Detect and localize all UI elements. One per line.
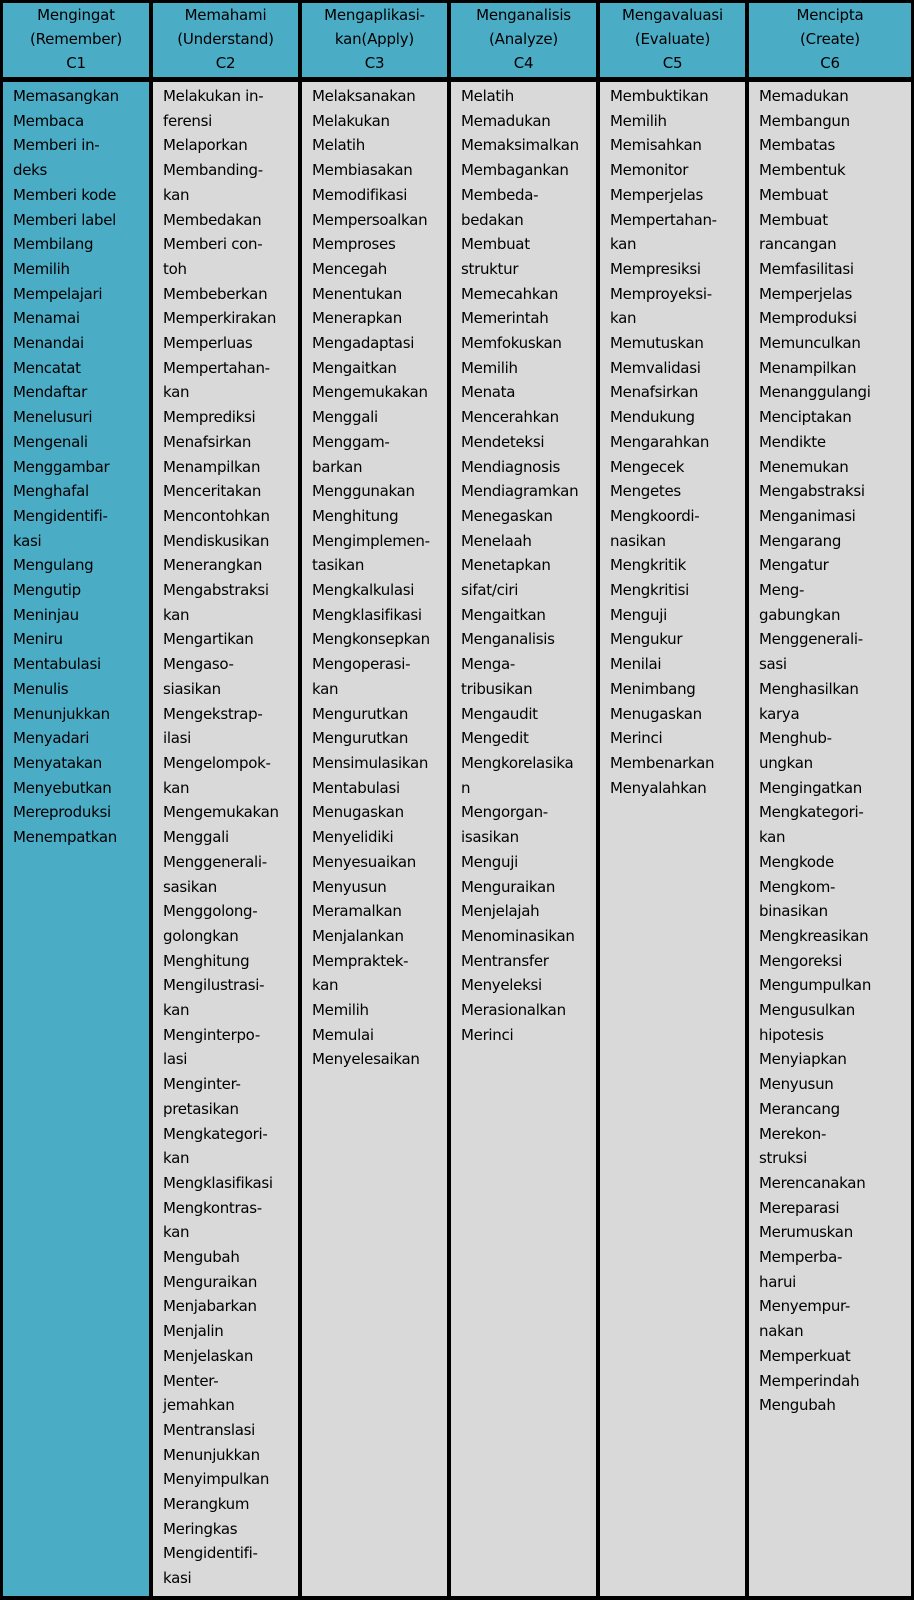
verb-item: Mendiagnosis <box>461 457 560 476</box>
verb-item: Menyeleksi <box>461 976 542 995</box>
verb-item: Memilih <box>13 259 70 278</box>
verb-item: Memperjelas <box>759 284 852 303</box>
header-c4-english: (Analyze) <box>488 30 558 48</box>
verb-item: Mempraktek- <box>312 951 409 970</box>
verb-item: Menyebutkan <box>13 778 112 797</box>
verb-item: Mengilustrasi- <box>163 976 265 995</box>
verb-item: Mengkategori- <box>759 803 864 822</box>
verb-item: kan <box>163 1223 190 1242</box>
verb-item: Menceritakan <box>163 482 262 501</box>
column-c4 <box>451 82 596 1596</box>
verb-item: deks <box>13 161 48 180</box>
verb-item: Menafsirkan <box>610 383 699 402</box>
verb-item: Mengenali <box>13 432 88 451</box>
verb-item: Menelusuri <box>13 408 93 427</box>
column-c3 <box>302 82 447 1596</box>
verb-item: Mengoperasi- <box>312 655 411 674</box>
verb-item: Mengkritisi <box>610 581 689 600</box>
verb-item: Menguji <box>461 852 518 871</box>
verb-item: Memasangkan <box>13 87 119 105</box>
verb-item: Memperkuat <box>759 1346 851 1365</box>
verb-item: Mengusulkan <box>759 1001 856 1020</box>
verb-item: Menyiapkan <box>759 1050 847 1069</box>
verb-item: Mengadaptasi <box>312 334 415 353</box>
verb-item: Menganalisis <box>461 630 555 649</box>
verb-item: binasikan <box>759 902 828 921</box>
verb-item: Mengklasifikasi <box>163 1173 273 1192</box>
verb-item: sifat/ciri <box>461 581 519 600</box>
verb-item: Mendikte <box>759 432 826 451</box>
verb-item: kan <box>163 1149 190 1168</box>
verb-item: Menghitung <box>163 951 250 970</box>
verb-item: Memerintah <box>461 309 549 328</box>
verb-item: pretasikan <box>163 1099 239 1118</box>
verb-item: Menga- <box>461 655 516 674</box>
verb-item: Membuat <box>759 185 828 204</box>
header-c3-english: kan(Apply) <box>334 30 415 48</box>
verb-item: Membuat <box>759 210 828 229</box>
verb-item: Menimbang <box>610 679 696 698</box>
verb-item: Mentabulasi <box>13 655 101 674</box>
verb-item: Mengidentifi- <box>163 1544 258 1563</box>
header-c4-title: Menganalisis <box>476 6 571 24</box>
verb-item: Menafsirkan <box>163 432 252 451</box>
verb-item: Menandai <box>13 334 84 353</box>
verb-item: Memberi in- <box>13 136 100 155</box>
verb-item: Melatih <box>312 136 365 155</box>
verb-item: Membaca <box>13 111 84 130</box>
verb-item: Memperluas <box>163 334 253 353</box>
verb-item: Mengkategori- <box>163 1124 268 1143</box>
verb-item: Mengkontras- <box>163 1198 262 1217</box>
verb-item: Memberi label <box>13 210 117 229</box>
header-c5 <box>600 3 745 77</box>
verb-item: Mengoreksi <box>759 951 843 970</box>
verb-item: Mereparasi <box>759 1198 840 1217</box>
column-c6 <box>749 82 911 1596</box>
header-c1-title: Mengingat <box>37 6 115 24</box>
verb-item: Menggali <box>163 828 229 847</box>
header-c5-english: (Evaluate) <box>634 30 711 48</box>
verb-item: gabungkan <box>759 605 841 624</box>
verb-item: Mencegah <box>312 259 387 278</box>
verb-item: Mengulang <box>13 556 94 575</box>
verb-item: Meniru <box>13 630 63 649</box>
header-c2-code: C2 <box>215 54 236 72</box>
verb-item: Mengukur <box>610 630 683 649</box>
verb-item: kan <box>163 185 190 204</box>
verb-item: Mengurutkan <box>312 729 409 748</box>
header-c4 <box>451 3 596 77</box>
verb-item: Merangkum <box>163 1495 250 1514</box>
verb-item: Memfokuskan <box>461 334 562 353</box>
verb-item: Menjelajah <box>461 902 540 921</box>
header-c3 <box>302 3 447 77</box>
verb-item: Memodifikasi <box>312 185 408 204</box>
verb-item: Menerapkan <box>312 309 402 328</box>
verb-item: Menilai <box>610 655 662 674</box>
verb-item: Menempatkan <box>13 828 117 847</box>
verb-item: Menyalahkan <box>610 778 707 797</box>
column-c2 <box>153 82 298 1596</box>
verb-item: nasikan <box>610 531 666 550</box>
verb-item: ungkan <box>759 753 813 772</box>
verb-item: Memprediksi <box>163 408 256 427</box>
verb-item: barkan <box>312 457 363 476</box>
verb-item: Mempertahan- <box>163 358 270 377</box>
verb-item: Memonitor <box>610 161 689 180</box>
verb-item: Mengkalkulasi <box>312 581 415 600</box>
verb-item: Mentransfer <box>461 951 549 970</box>
verb-item: Mensimulasikan <box>312 753 429 772</box>
verb-item: Menganimasi <box>759 506 856 525</box>
verb-item: Melaporkan <box>163 136 248 155</box>
verb-item: Menyelidiki <box>312 828 394 847</box>
verb-item: Menelaah <box>461 531 532 550</box>
verb-item: Memperkirakan <box>163 309 277 328</box>
verb-item: Mengatur <box>759 556 829 575</box>
verb-item: Menampilkan <box>759 358 857 377</box>
verb-list-c6 <box>749 82 911 1418</box>
verb-item: Menegaskan <box>461 506 553 525</box>
verb-item: Mendukung <box>610 408 695 427</box>
verb-item: golongkan <box>163 926 239 945</box>
verb-item: sasikan <box>163 877 218 896</box>
verb-item: Mengkorelasika <box>461 753 574 772</box>
verb-item: Memperba- <box>759 1248 843 1267</box>
verb-item: Membeberkan <box>163 284 268 303</box>
verb-item: kasi <box>163 1569 192 1588</box>
verb-item: tasikan <box>312 556 365 575</box>
verb-item: Mengedit <box>461 729 529 748</box>
verb-item: kan <box>163 1001 190 1020</box>
verb-item: Menata <box>461 383 516 402</box>
verb-item: Mendaftar <box>13 383 87 402</box>
verb-item: Mengaitkan <box>461 605 546 624</box>
verb-item: Memberi kode <box>13 185 117 204</box>
verb-item: Memadukan <box>461 111 551 130</box>
header-c1-code: C1 <box>66 54 86 72</box>
verb-item: Mengingatkan <box>759 778 862 797</box>
verb-item: Mencatat <box>13 358 81 377</box>
header-c6-english: (Create) <box>800 30 860 48</box>
verb-item: Memilih <box>461 358 518 377</box>
verb-item: Melakukan in- <box>163 87 264 105</box>
verb-item: Menyatakan <box>13 753 102 772</box>
verb-item: tribusikan <box>461 679 533 698</box>
verb-item: Menggam- <box>312 432 390 451</box>
verb-item: Memulai <box>312 1025 374 1044</box>
verb-item: Menginterpo- <box>163 1025 260 1044</box>
verb-item: Menampilkan <box>163 457 261 476</box>
verb-item: Melaksanakan <box>312 87 416 105</box>
verb-item: Menjabarkan <box>163 1297 257 1316</box>
verb-item: Mengemukakan <box>312 383 428 402</box>
verb-item: struksi <box>759 1149 807 1168</box>
verb-item: Menter- <box>163 1371 219 1390</box>
verb-item: karya <box>759 704 800 723</box>
verb-item: Merekon- <box>759 1124 827 1143</box>
verb-item: Menyelesaikan <box>312 1050 420 1069</box>
verb-item: Menanggulangi <box>759 383 871 402</box>
verb-item: Merumuskan <box>759 1223 853 1242</box>
verb-item: Meng- <box>759 581 805 600</box>
verb-item: Memisahkan <box>610 136 702 155</box>
verb-item: Memberi con- <box>163 235 263 254</box>
verb-item: Menggambar <box>13 457 110 476</box>
verb-item: Memunculkan <box>759 334 861 353</box>
verb-item: kan <box>759 828 786 847</box>
verb-item: Memaksimalkan <box>461 136 579 155</box>
verb-item: Menginter- <box>163 1075 241 1094</box>
verb-item: rancangan <box>759 235 837 254</box>
verb-item: Mendeteksi <box>461 432 545 451</box>
verb-item: Menggenerali- <box>759 630 863 649</box>
verb-item: Merinci <box>610 729 663 748</box>
verb-item: Memproses <box>312 235 396 254</box>
verb-item: Membuat <box>461 235 530 254</box>
verb-item: Merancang <box>759 1099 840 1118</box>
verb-item: Mengetes <box>610 482 681 501</box>
header-c5-code: C5 <box>662 54 683 72</box>
header-c2-english: (Understand) <box>177 30 274 48</box>
verb-item: Merasionalkan <box>461 1001 566 1020</box>
verb-item: Menggunakan <box>312 482 415 501</box>
verb-item: Melakukan <box>312 111 390 130</box>
verb-item: struktur <box>461 259 519 278</box>
verb-list-c4 <box>451 82 596 1047</box>
verb-item: Mengumpulkan <box>759 976 872 995</box>
verb-item: jemahkan <box>163 1396 235 1415</box>
verb-item: Mengubah <box>759 1396 836 1415</box>
verb-item: harui <box>759 1272 797 1291</box>
verb-item: Menciptakan <box>759 408 852 427</box>
verb-item: n <box>461 778 471 797</box>
verb-item: kan <box>312 976 339 995</box>
header-c6-code: C6 <box>820 54 840 72</box>
verb-item: Mengekstrap- <box>163 704 263 723</box>
verb-item: Menominasikan <box>461 926 575 945</box>
header-c1-english: (Remember) <box>29 30 123 48</box>
verb-item: siasikan <box>163 679 221 698</box>
verb-item: Menjelaskan <box>163 1346 254 1365</box>
verb-item: Mengorgan- <box>461 803 548 822</box>
verb-item: Menulis <box>13 679 69 698</box>
verb-item: kasi <box>13 531 42 550</box>
verb-item: Memilih <box>312 1001 369 1020</box>
verb-item: Membentuk <box>759 161 846 180</box>
verb-item: Mengemukakan <box>163 803 279 822</box>
verb-item: Menamai <box>13 309 80 328</box>
verb-list-c5 <box>600 82 745 800</box>
verb-item: ilasi <box>163 729 192 748</box>
verb-item: Mengaudit <box>461 704 538 723</box>
verb-item: kan <box>163 605 190 624</box>
verb-item: Mengaso- <box>163 655 234 674</box>
verb-item: Mengkom- <box>759 877 836 896</box>
verb-item: Mengkritik <box>610 556 686 575</box>
verb-item: Membatas <box>759 136 835 155</box>
verb-item: Menjalankan <box>312 926 404 945</box>
header-c3-code: C3 <box>364 54 385 72</box>
verb-item: kan <box>610 235 637 254</box>
verb-item: Mempersoalkan <box>312 210 428 229</box>
header-c6 <box>749 3 911 77</box>
verb-item: nakan <box>759 1322 804 1341</box>
header-c3-title: Mengaplikasi- <box>324 6 425 24</box>
verb-item: Mengimplemen- <box>312 531 430 550</box>
verb-item: Membeda- <box>461 185 539 204</box>
verb-list-c1 <box>3 82 149 850</box>
verb-item: Menerangkan <box>163 556 263 575</box>
verb-item: kan <box>163 778 190 797</box>
verb-item: Memperjelas <box>610 185 703 204</box>
verb-list-c2 <box>153 82 298 1591</box>
verb-item: Menunjukkan <box>163 1445 260 1464</box>
verb-item: Menghafal <box>13 482 89 501</box>
verb-item: Menggolong- <box>163 902 258 921</box>
verb-item: Mengecek <box>610 457 685 476</box>
verb-item: kan <box>312 679 339 698</box>
verb-item: ferensi <box>163 111 212 130</box>
verb-item: Mengkoordi- <box>610 506 700 525</box>
verb-item: Menyesuaikan <box>312 852 416 871</box>
verb-item: Merinci <box>461 1025 514 1044</box>
verb-item: Mengkreasikan <box>759 926 869 945</box>
verb-item: Memilih <box>610 111 667 130</box>
verb-item: Mengutip <box>13 581 81 600</box>
verb-item: Menghasilkan <box>759 679 859 698</box>
verb-item: Menugaskan <box>312 803 404 822</box>
verb-item: Menyusun <box>312 877 387 896</box>
verb-item: Meninjau <box>13 605 79 624</box>
verb-item: Mempresiksi <box>610 259 701 278</box>
header-c4-code: C4 <box>513 54 534 72</box>
verb-item: Menugaskan <box>610 704 702 723</box>
verb-item: Menentukan <box>312 284 402 303</box>
verb-item: Membedakan <box>163 210 262 229</box>
verb-item: Mengkonsepkan <box>312 630 430 649</box>
verb-item: Menguraikan <box>461 877 556 896</box>
verb-item: Mengaitkan <box>312 358 397 377</box>
verb-item: Menyusun <box>759 1075 834 1094</box>
verb-item: Memutuskan <box>610 334 704 353</box>
verb-item: Mendiagramkan <box>461 482 579 501</box>
verb-item: Mentranslasi <box>163 1420 255 1439</box>
verb-item: Mengidentifi- <box>13 506 108 525</box>
verb-item: kan <box>610 309 637 328</box>
verb-item: Membangun <box>759 111 850 130</box>
verb-item: Mengkode <box>759 852 834 871</box>
verb-item: Membuktikan <box>610 87 709 105</box>
verb-item: Menunjukkan <box>13 704 110 723</box>
verb-item: Menyimpulkan <box>163 1470 270 1489</box>
header-c5-title: Mengavaluasi <box>622 6 723 24</box>
verb-item: Memproduksi <box>759 309 857 328</box>
verb-item: Mengabstraksi <box>759 482 865 501</box>
header-c2-title: Memahami <box>184 6 267 24</box>
verb-item: Menjalin <box>163 1322 224 1341</box>
verb-item: Menguji <box>610 605 667 624</box>
verb-item: Menggenerali- <box>163 852 267 871</box>
verb-item: Membagankan <box>461 161 569 180</box>
verb-item: bedakan <box>461 210 524 229</box>
verb-item: kan <box>163 383 190 402</box>
verb-item: Membiasakan <box>312 161 413 180</box>
column-c5 <box>600 82 745 1596</box>
header-c2 <box>153 3 298 77</box>
verb-item: Menyadari <box>13 729 90 748</box>
verb-item: Mencerahkan <box>461 408 559 427</box>
column-c1 <box>3 82 149 1596</box>
verb-item: Mengurutkan <box>312 704 409 723</box>
verb-item: Mengartikan <box>163 630 254 649</box>
verb-item: sasi <box>759 655 787 674</box>
verb-item: Membenarkan <box>610 753 715 772</box>
verb-item: Meramalkan <box>312 902 402 921</box>
verb-item: Mencontohkan <box>163 506 270 525</box>
verb-item: Menghub- <box>759 729 832 748</box>
verb-item: Mengarang <box>759 531 842 550</box>
verb-item: Menghitung <box>312 506 399 525</box>
verb-item: toh <box>163 259 187 278</box>
verb-item: Menetapkan <box>461 556 551 575</box>
verb-item: Memfasilitasi <box>759 259 854 278</box>
header-c1 <box>3 3 149 77</box>
verb-list-c3 <box>302 82 447 1072</box>
verb-item: Mempertahan- <box>610 210 717 229</box>
verb-item: Merencanakan <box>759 1173 866 1192</box>
verb-item: lasi <box>163 1050 188 1069</box>
verb-item: Memecahkan <box>461 284 559 303</box>
verb-item: Mendiskusikan <box>163 531 270 550</box>
verb-item: Menggali <box>312 408 378 427</box>
verb-item: Mempelajari <box>13 284 103 303</box>
verb-item: Meringkas <box>163 1519 238 1538</box>
verb-item: Mengabstraksi <box>163 581 269 600</box>
verb-item: Memvalidasi <box>610 358 701 377</box>
header-c6-title: Mencipta <box>796 6 864 24</box>
verb-item: Melatih <box>461 87 514 105</box>
verb-item: Mengklasifikasi <box>312 605 422 624</box>
verb-item: Menemukan <box>759 457 849 476</box>
verb-item: hipotesis <box>759 1025 824 1044</box>
verb-item: Menyempur- <box>759 1297 851 1316</box>
verb-item: Mengelompok- <box>163 753 271 772</box>
verb-item: Mengarahkan <box>610 432 710 451</box>
verb-item: Mengubah <box>163 1248 240 1267</box>
verb-item: isasikan <box>461 828 519 847</box>
verb-item: Mereproduksi <box>13 803 111 822</box>
verb-item: Mentabulasi <box>312 778 400 797</box>
verb-item: Memproyeksi- <box>610 284 712 303</box>
verb-item: Memadukan <box>759 87 849 105</box>
verb-item: Memperindah <box>759 1371 860 1390</box>
verb-item: Menguraikan <box>163 1272 258 1291</box>
verb-item: Membanding- <box>163 161 263 180</box>
verb-item: Membilang <box>13 235 94 254</box>
